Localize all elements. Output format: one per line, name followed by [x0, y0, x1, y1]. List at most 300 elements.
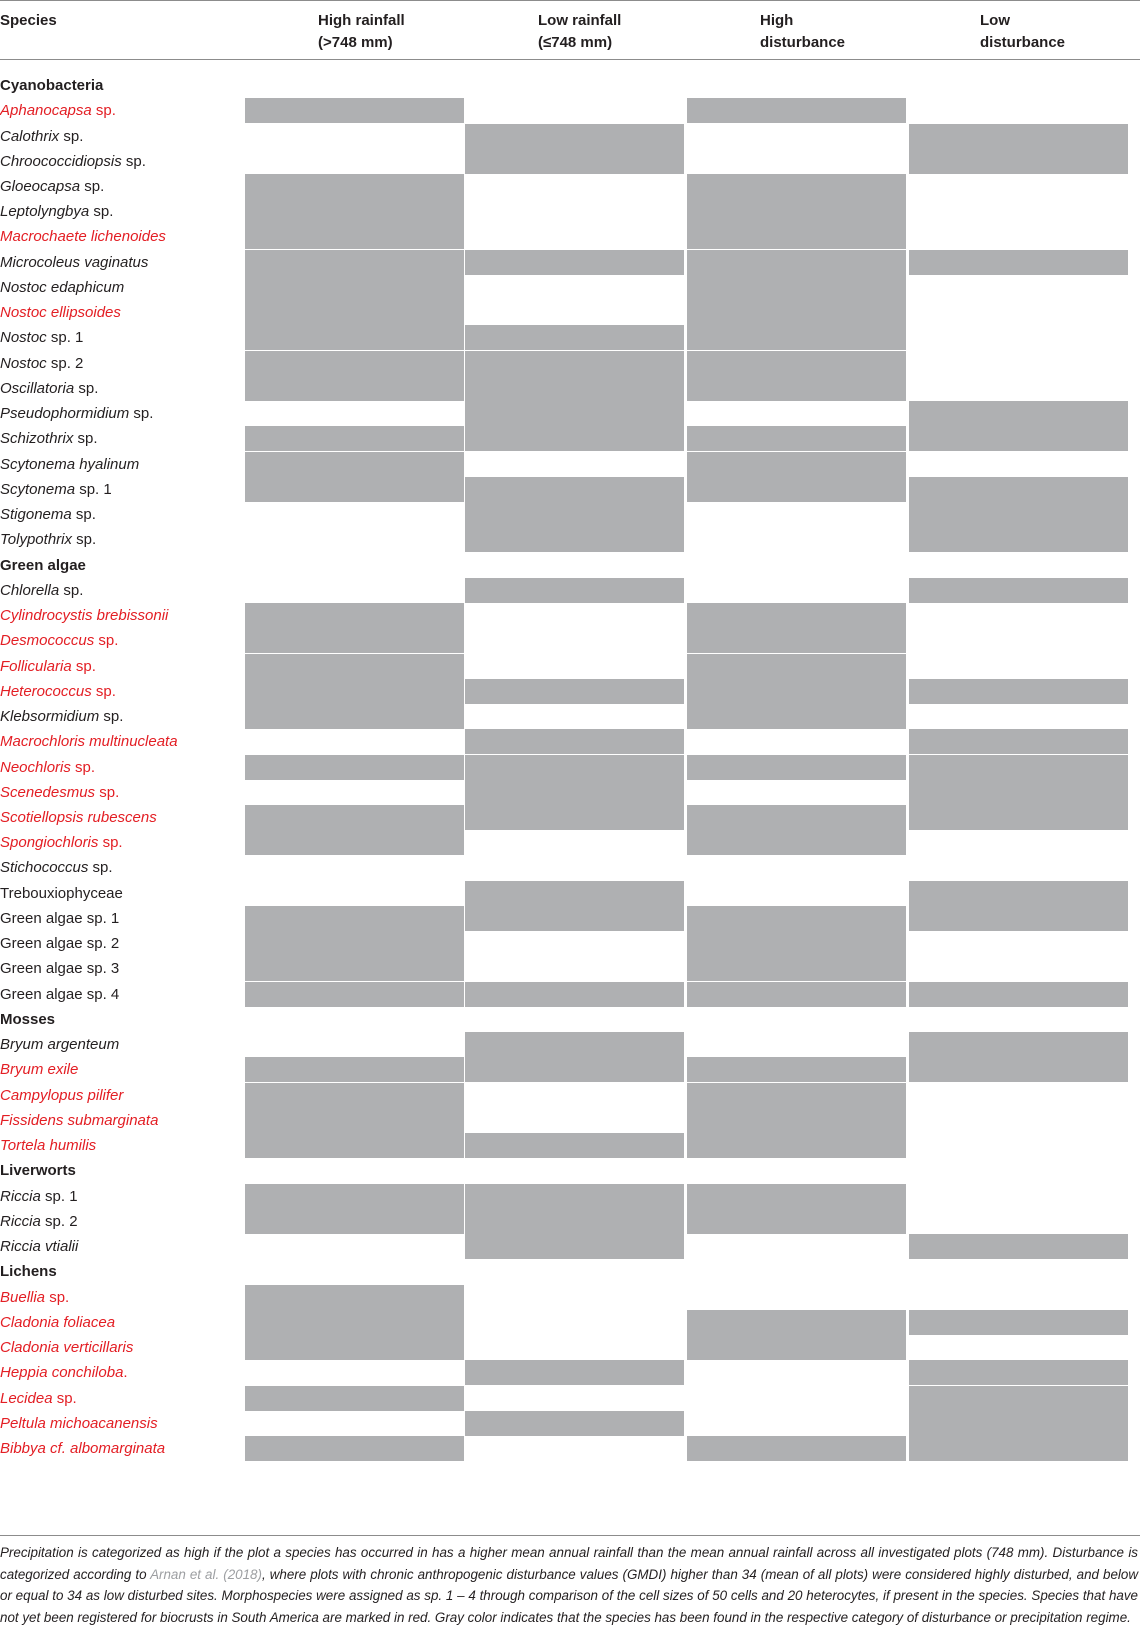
species-name	[0, 1209, 78, 1235]
presence-cell	[909, 1436, 1129, 1462]
species-row	[0, 1184, 1140, 1210]
species-name	[0, 982, 119, 1008]
species-row	[0, 1386, 1140, 1412]
species-binomial: Scotiellopsis rubescens	[0, 809, 157, 826]
species-suffix: sp. 2	[46, 354, 84, 372]
empty-cell	[245, 780, 465, 806]
species-name	[0, 1184, 78, 1210]
group-row	[0, 553, 1140, 579]
presence-cell	[245, 1083, 465, 1109]
presence-cell	[465, 881, 685, 907]
presence-cell	[909, 124, 1129, 150]
empty-cell	[465, 855, 685, 881]
species-name	[0, 881, 123, 907]
footnote-text-2: , where plots with chronic anthropogenic disturbance values (GMDI) higher than 34 (mean of all plots) were considered highly disturbed, and below or equal to 34 as low disturbed sites. Morphospecies were assigned as sp. 1 – 4 through comparison of the cell sizes of 50 cells and 20 heterocytes, if present in the species. Species that have not yet been registered for biocrusts in South America are marked in red. Gray color indicates that the species has been found in the respective category of disturbance or precipitation regime.	[0, 1566, 1138, 1625]
species-binomial: Chroococcidiopsis	[0, 152, 122, 170]
species-row	[0, 426, 1140, 452]
presence-cell	[909, 1032, 1129, 1058]
species-binomial: Cladonia verticillaris	[0, 1339, 134, 1356]
empty-cell	[465, 1386, 685, 1412]
header-low-disturbance-line1: Low	[980, 12, 1010, 29]
species-name	[0, 755, 95, 781]
species-binomial: Cladonia foliacea	[0, 1313, 116, 1331]
species-row	[0, 452, 1140, 478]
species-row	[0, 1234, 1140, 1260]
species-name	[0, 199, 113, 225]
empty-cell	[245, 401, 465, 427]
species-suffix: sp.	[91, 682, 116, 700]
species-name	[0, 1083, 123, 1109]
species-row	[0, 830, 1140, 856]
species-row	[0, 1133, 1140, 1159]
header-high-disturbance-line2: disturbance	[760, 34, 846, 51]
species-name	[0, 1032, 119, 1058]
species-binomial: Bryum argenteum	[0, 1036, 120, 1054]
species-binomial: Macrochloris multinucleata	[0, 733, 178, 751]
species-row	[0, 578, 1140, 604]
presence-cell	[687, 1209, 907, 1235]
species-name	[0, 250, 148, 276]
empty-cell	[909, 1285, 1129, 1311]
species-row	[0, 250, 1140, 276]
species-row	[0, 603, 1140, 629]
species-row	[0, 931, 1140, 957]
group-row	[0, 73, 1140, 99]
species-suffix: sp.	[121, 152, 146, 170]
species-row	[0, 1108, 1140, 1134]
presence-cell	[909, 881, 1129, 907]
species-binomial: Scytonema hyalinum	[0, 455, 140, 473]
empty-cell	[909, 1209, 1129, 1235]
header-rule	[0, 59, 1140, 60]
empty-cell	[245, 729, 465, 755]
presence-cell	[687, 830, 907, 856]
presence-cell	[909, 755, 1129, 781]
presence-cell	[245, 679, 465, 705]
group-label: Mosses	[0, 1010, 56, 1028]
presence-cell	[465, 401, 685, 427]
species-row	[0, 1436, 1140, 1462]
presence-cell	[245, 755, 465, 781]
presence-cell	[245, 477, 465, 503]
empty-cell	[909, 224, 1129, 250]
empty-cell	[465, 1436, 685, 1462]
presence-cell	[909, 1234, 1129, 1260]
species-row	[0, 174, 1140, 200]
presence-cell	[465, 1057, 685, 1083]
empty-cell	[465, 1310, 685, 1336]
presence-cell	[909, 401, 1129, 427]
empty-cell	[465, 654, 685, 680]
species-name	[0, 805, 157, 831]
species-binomial: Chlorella	[0, 581, 60, 599]
presence-cell	[465, 527, 685, 553]
species-name	[0, 174, 104, 200]
presence-cell	[687, 956, 907, 982]
species-name	[0, 1234, 78, 1260]
species-suffix: sp. 1	[46, 329, 84, 347]
species-suffix: sp.	[91, 102, 116, 120]
species-name	[0, 1108, 158, 1134]
species-binomial: Nostoc edaphicum	[0, 278, 125, 296]
presence-cell	[909, 1386, 1129, 1412]
empty-cell	[465, 224, 685, 250]
presence-cell	[687, 452, 907, 478]
presence-cell	[909, 982, 1129, 1008]
species-name	[0, 1386, 77, 1412]
empty-cell	[687, 881, 907, 907]
presence-cell	[465, 982, 685, 1008]
presence-cell	[465, 325, 685, 351]
group-label: Cyanobacteria	[0, 77, 104, 94]
presence-cell	[465, 250, 685, 276]
presence-cell	[245, 805, 465, 831]
presence-cell	[687, 98, 907, 124]
species-name	[0, 603, 168, 629]
empty-cell	[909, 704, 1129, 730]
presence-cell	[687, 755, 907, 781]
presence-cell	[245, 1386, 465, 1412]
empty-cell	[687, 1360, 907, 1386]
bottom-rule	[0, 1535, 1140, 1536]
species-row	[0, 325, 1140, 351]
presence-cell	[465, 1133, 685, 1159]
empty-cell	[245, 1032, 465, 1058]
empty-cell	[465, 300, 685, 326]
presence-cell	[687, 224, 907, 250]
species-name	[0, 1335, 133, 1361]
species-name	[0, 477, 112, 503]
empty-cell	[909, 1083, 1129, 1109]
empty-cell	[465, 830, 685, 856]
species-name	[0, 124, 83, 150]
species-name	[0, 452, 139, 478]
species-row	[0, 1360, 1140, 1386]
species-suffix: sp.	[95, 783, 120, 801]
empty-cell	[909, 830, 1129, 856]
empty-cell	[909, 1133, 1129, 1159]
presence-cell	[909, 679, 1129, 705]
presence-cell	[245, 1310, 465, 1336]
species-name	[0, 679, 116, 705]
species-binomial: Riccia vtialii	[0, 1238, 79, 1255]
species-row	[0, 654, 1140, 680]
species-name	[0, 527, 96, 553]
presence-cell	[245, 830, 465, 856]
species-binomial: Desmococcus	[0, 632, 95, 650]
empty-cell	[909, 1335, 1129, 1361]
presence-cell	[687, 250, 907, 276]
empty-cell	[245, 578, 465, 604]
presence-cell	[687, 805, 907, 831]
header-high-rainfall-line2: (>748 mm)	[318, 34, 393, 51]
empty-cell	[909, 174, 1129, 200]
presence-cell	[687, 1083, 907, 1109]
presence-cell	[687, 300, 907, 326]
empty-cell	[909, 199, 1129, 225]
species-suffix: sp.	[71, 657, 96, 675]
species-suffix: .	[123, 1364, 128, 1382]
presence-cell	[245, 199, 465, 225]
presence-cell	[909, 1411, 1129, 1437]
presence-cell	[465, 1411, 685, 1437]
species-suffix: sp. 1	[40, 1187, 78, 1205]
species-row	[0, 1310, 1140, 1336]
species-suffix: sp.	[45, 1288, 70, 1306]
species-binomial: Tolypothrix	[0, 531, 72, 549]
empty-cell	[465, 199, 685, 225]
header-low-rainfall-line1: Low rainfall	[538, 12, 622, 29]
presence-cell	[245, 654, 465, 680]
species-row	[0, 199, 1140, 225]
presence-cell	[687, 351, 907, 377]
species-binomial: Calothrix	[0, 127, 60, 145]
species-name	[0, 224, 166, 250]
header-species: Species	[0, 12, 57, 29]
species-suffix: sp.	[98, 834, 123, 852]
species-suffix: sp.	[52, 1389, 77, 1407]
empty-cell	[909, 275, 1129, 301]
empty-cell	[909, 628, 1129, 654]
empty-cell	[909, 325, 1129, 351]
species-binomial: Klebsormidium	[0, 708, 100, 725]
species-name	[0, 1360, 128, 1386]
group-row	[0, 1259, 1140, 1285]
species-suffix: sp.	[99, 708, 124, 725]
presence-cell	[245, 351, 465, 377]
empty-cell	[909, 931, 1129, 957]
presence-cell	[687, 1108, 907, 1134]
empty-cell	[465, 628, 685, 654]
species-row	[0, 855, 1140, 881]
presence-cell	[465, 149, 685, 175]
species-row	[0, 805, 1140, 831]
presence-cell	[687, 654, 907, 680]
species-row	[0, 124, 1140, 150]
presence-cell	[687, 275, 907, 301]
species-name	[0, 300, 121, 326]
presence-cell	[245, 931, 465, 957]
empty-cell	[909, 1184, 1129, 1210]
presence-cell	[465, 426, 685, 452]
presence-cell	[909, 426, 1129, 452]
species-row	[0, 982, 1140, 1008]
species-suffix: sp.	[59, 127, 84, 145]
presence-cell	[465, 679, 685, 705]
species-name	[0, 275, 124, 301]
empty-cell	[465, 1335, 685, 1361]
presence-cell	[909, 149, 1129, 175]
species-binomial: Stigonema	[0, 506, 72, 524]
species-binomial: Pseudophormidium	[0, 405, 130, 423]
species-row	[0, 1285, 1140, 1311]
species-plain-name: Green algae sp. 2	[0, 935, 120, 953]
species-binomial: Aphanocapsa	[0, 102, 92, 120]
species-name	[0, 1133, 96, 1159]
species-row	[0, 1032, 1140, 1058]
empty-cell	[245, 149, 465, 175]
species-binomial: Nostoc	[0, 354, 47, 372]
species-name	[0, 628, 118, 654]
presence-cell	[465, 1184, 685, 1210]
presence-cell	[687, 477, 907, 503]
species-row	[0, 679, 1140, 705]
species-suffix: sp.	[88, 859, 113, 877]
empty-cell	[909, 98, 1129, 124]
species-suffix: sp.	[94, 632, 119, 650]
species-binomial: Stichococcus	[0, 859, 89, 877]
species-binomial: Buellia	[0, 1288, 46, 1306]
presence-cell	[245, 224, 465, 250]
species-suffix: sp.	[70, 758, 96, 776]
presence-cell	[909, 780, 1129, 806]
presence-cell	[465, 376, 685, 402]
presence-cell	[465, 1209, 685, 1235]
presence-cell	[687, 1436, 907, 1462]
header-low-disturbance-line2: disturbance	[980, 34, 1066, 51]
empty-cell	[465, 1083, 685, 1109]
presence-cell	[245, 1285, 465, 1311]
species-suffix: sp. 2	[40, 1212, 78, 1230]
presence-cell	[687, 376, 907, 402]
presence-cell	[465, 578, 685, 604]
species-name	[0, 1310, 115, 1336]
presence-cell	[245, 376, 465, 402]
empty-cell	[245, 527, 465, 553]
presence-cell	[687, 1184, 907, 1210]
presence-cell	[687, 906, 907, 932]
species-row	[0, 527, 1140, 553]
group-row	[0, 1158, 1140, 1184]
presence-cell	[245, 1436, 465, 1462]
footnote-reference-link[interactable]: Arnan et al. (2018)	[150, 1566, 262, 1582]
table-footnote	[0, 1542, 1138, 1628]
species-name	[0, 1057, 78, 1083]
presence-cell	[687, 982, 907, 1008]
presence-cell	[465, 906, 685, 932]
presence-cell	[687, 325, 907, 351]
empty-cell	[909, 855, 1129, 881]
species-plain-name: Green algae sp. 4	[0, 985, 120, 1003]
species-binomial: Lecidea	[0, 1389, 53, 1407]
species-row	[0, 1335, 1140, 1361]
empty-cell	[687, 1411, 907, 1437]
species-name	[0, 729, 178, 755]
empty-cell	[687, 780, 907, 806]
empty-cell	[687, 124, 907, 150]
empty-cell	[909, 654, 1129, 680]
species-plain-name: Green algae sp. 1	[0, 909, 120, 927]
presence-cell	[909, 1360, 1129, 1386]
presence-cell	[245, 1209, 465, 1235]
group-label: Liverworts	[0, 1162, 76, 1180]
header-high-disturbance-line1: High	[760, 12, 794, 29]
species-name	[0, 1285, 69, 1311]
footnote-text-1: Precipitation is categorized as high if the plot a species has occurred in has a higher mean annual rainfall than the mean annual rainfall across all investigated plots (748 mm). Disturbance is categorized according to	[0, 1545, 1138, 1582]
empty-cell	[909, 376, 1129, 402]
presence-cell	[909, 1310, 1129, 1336]
species-suffix: sp.	[74, 379, 99, 397]
species-name	[0, 780, 119, 806]
presence-cell	[245, 98, 465, 124]
empty-cell	[245, 855, 465, 881]
species-row	[0, 275, 1140, 301]
empty-cell	[465, 931, 685, 957]
presence-cell	[687, 1310, 907, 1336]
empty-cell	[465, 1108, 685, 1134]
empty-cell	[687, 401, 907, 427]
species-binomial: Heterococcus	[0, 682, 92, 700]
species-binomial: Bryum exile	[0, 1061, 79, 1079]
species-binomial: Follicularia	[0, 657, 72, 675]
presence-cell	[465, 502, 685, 528]
header-high-rainfall	[318, 10, 405, 54]
species-binomial: Riccia	[0, 1212, 41, 1230]
species-name	[0, 956, 119, 982]
empty-cell	[687, 1032, 907, 1058]
species-row	[0, 729, 1140, 755]
presence-cell	[465, 805, 685, 831]
empty-cell	[687, 855, 907, 881]
presence-cell	[909, 250, 1129, 276]
presence-cell	[687, 704, 907, 730]
species-row	[0, 628, 1140, 654]
species-name	[0, 376, 98, 402]
presence-cell	[465, 1032, 685, 1058]
presence-cell	[687, 426, 907, 452]
empty-cell	[909, 300, 1129, 326]
species-binomial: Gloeocapsa	[0, 178, 81, 195]
empty-cell	[465, 98, 685, 124]
species-row	[0, 1209, 1140, 1235]
species-suffix: sp. 1	[75, 480, 112, 498]
header-low-disturbance	[980, 10, 1065, 54]
presence-cell	[245, 300, 465, 326]
presence-cell	[245, 956, 465, 982]
presence-cell	[245, 603, 465, 629]
presence-cell	[245, 982, 465, 1008]
presence-cell	[245, 906, 465, 932]
empty-cell	[465, 603, 685, 629]
presence-cell	[687, 1057, 907, 1083]
species-binomial: Nostoc	[0, 329, 47, 347]
species-name	[0, 149, 146, 175]
empty-cell	[909, 956, 1129, 982]
empty-cell	[687, 729, 907, 755]
presence-cell	[909, 906, 1129, 932]
empty-cell	[465, 174, 685, 200]
top-rule	[0, 0, 1140, 1]
presence-cell	[465, 755, 685, 781]
species-name	[0, 704, 123, 730]
empty-cell	[245, 1360, 465, 1386]
empty-cell	[687, 1386, 907, 1412]
empty-cell	[909, 1108, 1129, 1134]
empty-cell	[465, 452, 685, 478]
presence-cell	[245, 174, 465, 200]
species-binomial: Oscillatoria	[0, 379, 75, 397]
species-suffix: sp.	[71, 531, 97, 549]
presence-cell	[465, 1234, 685, 1260]
empty-cell	[245, 881, 465, 907]
species-name	[0, 855, 113, 881]
presence-cell	[245, 325, 465, 351]
species-row	[0, 780, 1140, 806]
species-name	[0, 502, 96, 528]
empty-cell	[687, 502, 907, 528]
presence-cell	[687, 199, 907, 225]
presence-cell	[465, 124, 685, 150]
